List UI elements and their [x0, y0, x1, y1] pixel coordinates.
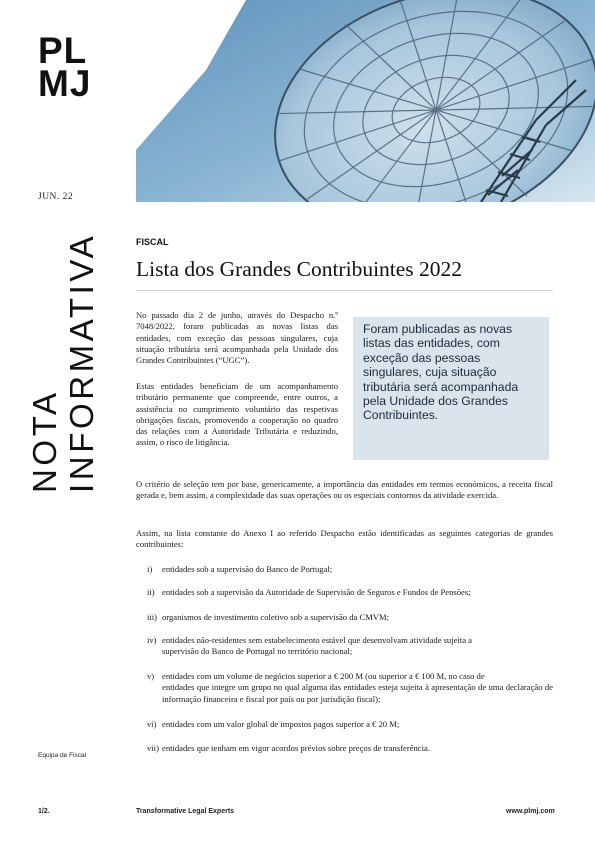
list-item: i) entidades sob a supervisão do Banco de Portugal; [147, 564, 333, 574]
paragraph-intro: No passado dia 2 de junho, através do Despacho n.º 7048/2022, foram publicadas as novas listas das entidades, com exceção das pessoas singulares, cuja situação tributária será acompanhada pela Unidade dos Grandes Contribuintes (“UGC”). [136, 310, 338, 366]
publication-type [26, 233, 100, 493]
pull-quote: Foram publicadas as novas listas das entidades, com exceção das pessoas singulares, cuja situação tributária será acompanhada pela Unidade dos Grandes Contribuintes. [353, 317, 549, 460]
issue-date: JUN. 22 [38, 192, 74, 202]
list-item: iii) organismos de investimento coletivo sob a supervisão da CMVM; [147, 612, 390, 622]
paragraph-criteria: O critério de seleção tem por base, genericamente, a importância das entidades em termos económicos, a receita fiscal gerada e, bem assim, a complexidade das suas operações ou os especiais contornos da atividade exercida. [136, 479, 553, 501]
page-number: 1/2. [38, 808, 50, 815]
page-title: Lista dos Grandes Contribuintes 2022 [136, 257, 463, 281]
paragraph-benefits: Estas entidades beneficiam de um acompanhamento tributário permanente que compreende, entre outros, a assistência no cumprimento voluntário das respetivas obrigações fiscais, promovendo a cooperação no quadro das relações com a Autoridade Tributária e reduzindo, assim, o risco de litigância. [136, 381, 338, 448]
list-item: vii) entidades que tenham em vigor acordos prévios sobre preços de transferência. [147, 743, 430, 753]
footer-tagline: Transformative Legal Experts [136, 808, 235, 815]
list-item: v) entidades com um volume de negócios superior a € 200 M (ou superior a € 100 M, no caso de entidades que integre um grupo no qual alguma das entidades esteja sujeita à apresentação de uma declaração de informação financeira e fiscal por país ou por jurisdição fiscal); [147, 671, 553, 704]
publication-type-line2: INFORMATIVA [63, 232, 100, 493]
plmj-logo: PL MJ [38, 30, 92, 104]
section-label: FISCAL [136, 237, 169, 247]
paragraph-categories-intro: Assim, na lista constante do Anexo I ao referido Despacho estão identificadas as seguintes categorias de grandes contribuintes: [136, 528, 553, 550]
hero-image [136, 0, 595, 202]
title-divider [136, 290, 553, 291]
team-label: Equipa de Fiscal [38, 752, 87, 759]
footer-website-link[interactable]: www.plmj.com [506, 808, 555, 815]
list-item: vi) entidades com um valor global de impostos pagos superior a € 20 M; [147, 719, 400, 729]
publication-type-line1: NOTA [26, 389, 63, 493]
list-item: iv) entidades não-residentes sem estabelecimento estável que desenvolvam atividade sujeita a supervisão do Banco de Portugal no território nacional; [147, 635, 472, 657]
list-item: ii) entidades sob a supervisão da Autoridade de Supervisão de Seguros e Fundos de Pensões; [147, 587, 471, 597]
